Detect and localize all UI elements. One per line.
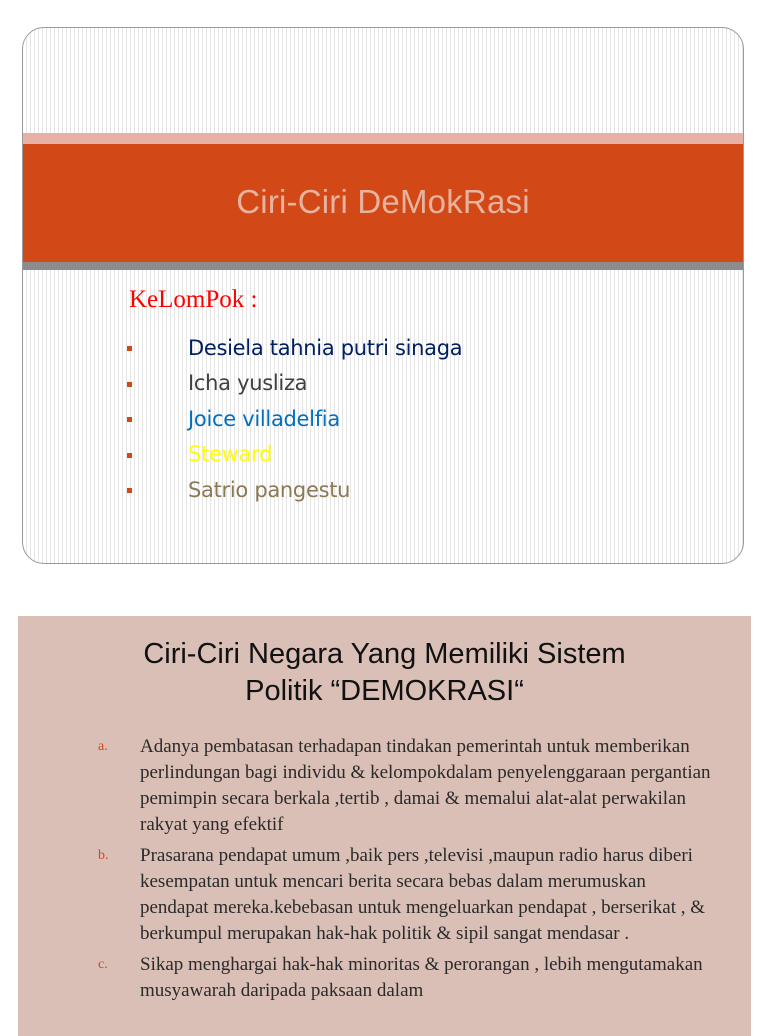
list-item xyxy=(18,952,751,1004)
title-band xyxy=(23,144,743,262)
member-name: Satrio pangestu xyxy=(188,477,351,502)
accent-stripe xyxy=(23,133,743,144)
list-marker: b. xyxy=(98,848,109,863)
list-item xyxy=(18,734,751,838)
square-bullet-icon xyxy=(127,453,132,458)
list-item-text: Adanya pembatasan terhadapan tindakan pemerintah untuk memberikan perlindungan bagi individu & kelompokdalam penyelenggaraan pergantian pemimpin secara berkala ,tertib , damai & memalui alat-alat perwakilan rakyat yang efektif xyxy=(140,736,711,835)
point-list xyxy=(18,734,751,1009)
slide-content xyxy=(18,616,751,1036)
list-item-text: Sikap menghargai hak-hak minoritas & perorangan , lebih mengutamakan musyawarah daripada paksaan dalam xyxy=(140,954,703,1001)
square-bullet-icon xyxy=(127,417,132,422)
member-item xyxy=(127,472,462,508)
member-item xyxy=(127,401,462,437)
slide-title: Ciri-Ciri DeMokRasi xyxy=(236,182,530,220)
member-list xyxy=(127,330,462,508)
list-marker: a. xyxy=(98,739,108,754)
member-item xyxy=(127,330,462,366)
slide-heading xyxy=(18,636,751,710)
slide-title-card xyxy=(22,27,744,564)
square-bullet-icon xyxy=(127,488,132,493)
member-item xyxy=(127,366,462,402)
list-item xyxy=(18,843,751,947)
member-item xyxy=(127,437,462,473)
square-bullet-icon xyxy=(127,382,132,387)
list-item-text: Prasarana pendapat umum ,baik pers ,televisi ,maupun radio harus diberi kesempatan untuk mencari berita secara bebas dalam merumuskan pendapat mereka.kebebasan untuk mengeluarkan pendapat , berserikat , & berkumpul merupakan hak-hak politik & sipil sangat mendasar . xyxy=(140,845,706,944)
member-name: Joice villadelfia xyxy=(188,406,340,431)
list-marker: c. xyxy=(98,957,108,972)
slide-heading-line: Politik “DEMOKRASI“ xyxy=(245,675,524,707)
square-bullet-icon xyxy=(127,346,132,351)
member-name: Steward xyxy=(188,442,273,467)
divider-stripe xyxy=(23,262,743,270)
member-name: Desiela tahnia putri sinaga xyxy=(188,335,463,360)
member-name: Icha yusliza xyxy=(188,371,308,396)
slide-heading-line: Ciri-Ciri Negara Yang Memiliki Sistem xyxy=(143,638,626,670)
group-heading: KeLomPok : xyxy=(129,286,258,313)
